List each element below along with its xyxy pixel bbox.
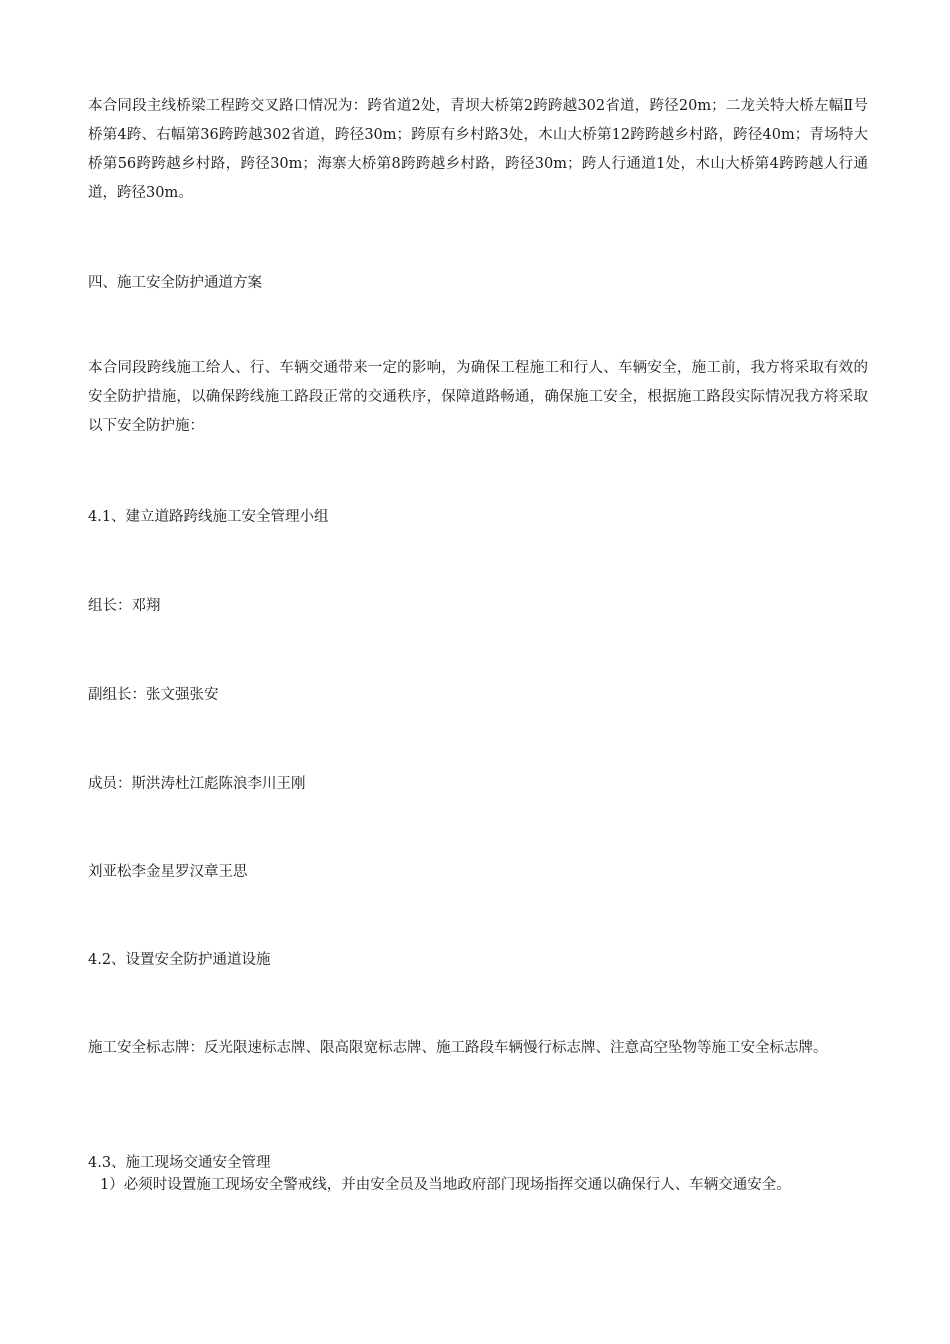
heading-4-3: 4.3、施工现场交通安全管理 [88, 1155, 271, 1171]
heading-4-2: 4.2、设置安全防护通道设施 [88, 952, 271, 968]
paragraph-warning-line: 1）必须时设置施工现场安全警戒线，并由安全员及当地政府部门现场指挥交通以确保行人、车辆交通安全。 [100, 1177, 791, 1193]
heading-section-4: 四、施工安全防护通道方案 [88, 275, 262, 291]
group-leader: 组长：邓翔 [88, 598, 161, 614]
group-members: 成员：斯洪涛杜江彪陈浪李川王刚 [88, 776, 306, 792]
paragraph-safety-signs: 施工安全标志牌：反光限速标志牌、限高限宽标志牌、施工路段车辆慢行标志牌、注意高空坠物等施工安全标志牌。 [88, 1040, 828, 1056]
heading-4-1: 4.1、建立道路跨线施工安全管理小组 [88, 509, 329, 525]
group-members-continued: 刘亚松李金星罗汉章王思 [88, 864, 248, 880]
paragraph-bridge-crossings: 本合同段主线桥梁工程跨交叉路口情况为：跨省道2处，青坝大桥第2跨跨越302省道，跨径20m；二龙关特大桥左幅Ⅱ号桥第4跨、右幅第36跨跨越302省道，跨径30m；跨原有乡村路3处，木山大桥第12跨跨越乡村路，跨径40m；青场特大桥第56跨跨越乡村路，跨径30m；海寨大桥第8跨跨越乡村路，跨径30m；跨人行通道1处，木山大桥第4跨跨越人行通道，跨径30m。 [88, 98, 868, 201]
paragraph-safety-measures: 本合同段跨线施工给人、行、车辆交通带来一定的影响，为确保工程施工和行人、车辆安全，施工前，我方将采取有效的安全防护措施，以确保跨线施工路段正常的交通秩序，保障道路畅通，确保施工安全，根据施工路段实际情况我方将采取以下安全防护施： [88, 360, 868, 434]
deputy-group-leader: 副组长：张文强张安 [88, 687, 219, 703]
